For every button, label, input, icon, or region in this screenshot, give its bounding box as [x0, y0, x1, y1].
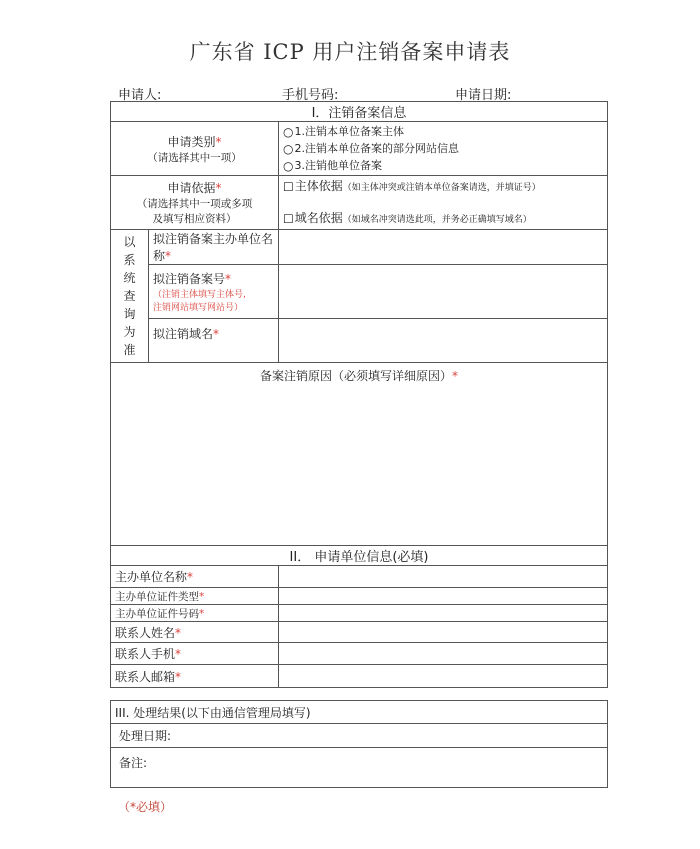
application-table: [110, 101, 608, 788]
required-mark: *: [215, 181, 222, 195]
id-number-field-input[interactable]: [279, 605, 608, 622]
process-date-label: 处理日期:: [119, 729, 172, 743]
domain-label: 拟注销域名: [153, 327, 214, 341]
unit-name-input[interactable]: [279, 230, 608, 265]
field-label-cell: 联系人邮箱*: [111, 665, 279, 688]
basis-label: 申请依据: [167, 181, 216, 195]
id-type-field-input[interactable]: [279, 588, 608, 605]
record-no-input[interactable]: [279, 265, 608, 319]
type-option-3[interactable]: ○3.注销他单位备案: [283, 159, 382, 173]
type-hint: （请选择其中一项）: [147, 151, 242, 164]
field-label-cell: 主办单位名称*: [111, 566, 279, 588]
checkbox-icon[interactable]: ☐: [283, 179, 294, 194]
system-query-note: 以 系 统 查 询 为 准: [111, 230, 149, 363]
unit-name-label-cell: [149, 230, 279, 265]
contact-email-field-input[interactable]: [279, 665, 608, 688]
required-mark: *: [225, 272, 232, 286]
contact-phone-field-label: 联系人手机: [115, 647, 176, 661]
record-no-hint-1: （注销主体填写主体号,: [153, 290, 246, 300]
contact-name-field-input[interactable]: [279, 622, 608, 643]
reason-cell[interactable]: [111, 363, 608, 546]
record-no-label: 拟注销备案号: [153, 272, 226, 286]
type-option-2[interactable]: ○2.注销本单位备案的部分网站信息: [283, 142, 459, 156]
basis-label-cell: [111, 176, 279, 230]
required-mark: *: [165, 249, 172, 263]
unit-name-field-input[interactable]: [279, 566, 608, 588]
contact-email-field-label: 联系人邮箱: [115, 669, 176, 684]
basis-hint-1: （请选择其中一项或多项: [136, 198, 253, 210]
radio-icon[interactable]: ○: [283, 125, 294, 139]
reason-label: 备案注销原因（必须填写详细原因）: [260, 369, 453, 383]
field-label-cell: 联系人姓名*: [111, 622, 279, 643]
required-mark: *: [452, 369, 459, 383]
spacer-row: [111, 688, 608, 701]
remark-label: 备注:: [119, 756, 148, 770]
section2-title: II． 申请单位信息(必填): [111, 546, 608, 566]
section1-title: I．注销备案信息: [111, 102, 608, 122]
applicant-label: 申请人:: [118, 88, 162, 103]
unit-name-field-label: 主办单位名称: [115, 570, 188, 584]
basis-option-domain[interactable]: ☐域名依据（如域名冲突请选此项，并务必正确填写域名）: [283, 210, 532, 226]
type-options-cell: [279, 122, 608, 176]
contact-phone-field-input[interactable]: [279, 643, 608, 665]
domain-input[interactable]: [279, 319, 608, 363]
phone-label: 手机号码:: [282, 88, 339, 103]
contact-name-field-label: 联系人姓名: [115, 625, 176, 640]
process-date-cell[interactable]: [111, 724, 608, 748]
required-mark: *: [213, 327, 220, 341]
radio-icon[interactable]: ○: [283, 159, 294, 173]
id-number-field-label: 主办单位证件号码: [115, 607, 199, 620]
checkbox-icon[interactable]: ☐: [283, 211, 294, 226]
remark-cell[interactable]: [111, 748, 608, 788]
radio-icon[interactable]: ○: [283, 142, 294, 156]
required-mark: *: [215, 134, 222, 149]
domain-label-cell: [149, 319, 279, 363]
basis-option-subject[interactable]: ☐主体依据（如主体冲突或注销本单位备案请选，并填证号）: [283, 178, 541, 194]
record-no-label-cell: [149, 265, 279, 319]
basis-hint-2: 及填写相应资料）: [152, 213, 237, 225]
basis-options-cell: [279, 176, 608, 230]
field-label-cell: 联系人手机*: [111, 643, 279, 665]
form-title: 广东省 ICP 用户注销备案申请表: [189, 40, 511, 64]
type-label: 申请类别: [167, 134, 216, 149]
record-no-hint-2: 注销网站填写网站号）: [153, 303, 244, 313]
field-label-cell: 主办单位证件类型*: [111, 588, 279, 605]
type-label-cell: [111, 122, 279, 176]
type-option-1[interactable]: ○1.注销本单位备案主体: [283, 125, 404, 139]
date-label: 申请日期:: [455, 88, 512, 103]
section3-title: III. 处理结果(以下由通信管理局填写): [111, 701, 608, 724]
id-type-field-label: 主办单位证件类型: [115, 590, 199, 603]
required-note: （*必填）: [118, 800, 173, 814]
field-label-cell: 主办单位证件号码*: [111, 605, 279, 622]
unit-name-label: 拟注销备案主办单位名称: [153, 232, 274, 263]
